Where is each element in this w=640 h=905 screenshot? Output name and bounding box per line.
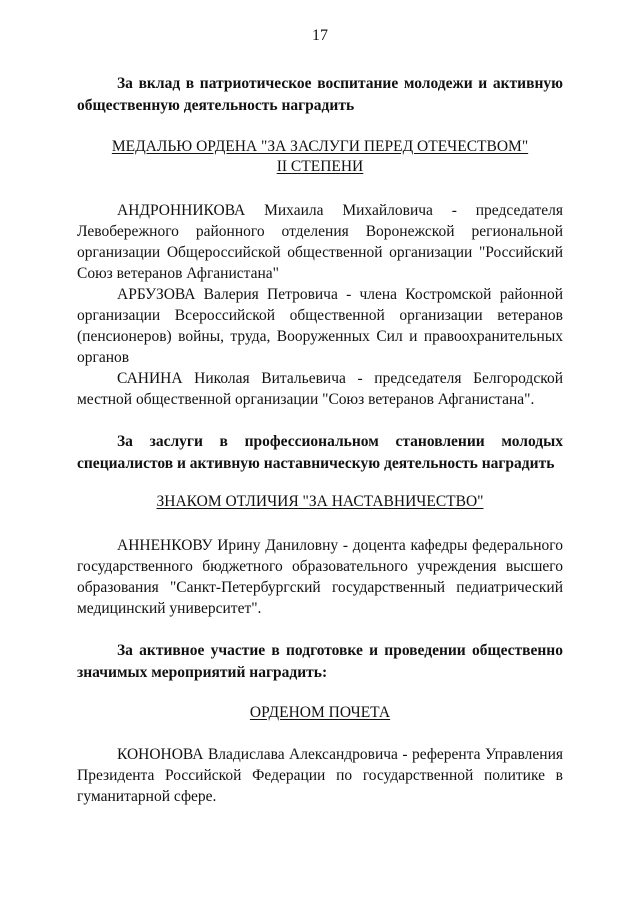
award-title-line: ЗНАКОМ ОТЛИЧИЯ "ЗА НАСТАВНИЧЕСТВО" (156, 493, 484, 510)
preamble-patriotic: За вклад в патриотическое воспитание молодежи и активную общественную деятельность наградить (77, 75, 563, 114)
preamble-public-events: За активное участие в подготовке и проведении общественно значимых мероприятий наградить: (77, 642, 563, 681)
award-title-mentorship-badge (77, 492, 563, 512)
award-title-line: II СТЕПЕНИ (276, 158, 364, 175)
recipient-kononov: КОНОНОВА Владислава Александровича - референта Управления Президента Российской Федерации по государственной политике в гуманитарной сфере. (77, 746, 563, 805)
award-title-line: МЕДАЛЬЮ ОРДЕНА "ЗА ЗАСЛУГИ ПЕРЕД ОТЕЧЕСТВОМ" (111, 138, 529, 155)
recipient-sanin: САНИНА Николая Витальевича - председателя Белгородской местной общественной организации "Союз ветеранов Афганистана". (77, 370, 563, 408)
award-title-order-of-honour (77, 703, 563, 723)
award-title-medal-fatherland (77, 137, 563, 177)
preamble-mentorship: За заслуги в профессиональном становлении молодых специалистов и активную наставническую деятельность наградить (77, 433, 563, 472)
award-title-line: ОРДЕНОМ ПОЧЕТА (249, 704, 391, 721)
recipient-annenkova: АННЕНКОВУ Ирину Даниловну - доцента кафедры федерального государственного бюджетного образовательного учреждения высшего образования "Санкт-Петербургский государственный педиатрический медицинский университет". (77, 537, 563, 617)
recipient-andronnikov: АНДРОННИКОВА Михаила Михайловича - председателя Левобережного районного отделения Воронежской региональной организации Общероссийской общественной организации "Российский Союз ветеранов Афганистана" (77, 202, 563, 282)
page-number: 17 (312, 27, 328, 44)
recipient-arbuzov: АРБУЗОВА Валерия Петровича - члена Костромской районной организации Всероссийской общественной организации ветеранов (пенсионеров) войны, труда, Вооруженных Сил и правоохранительных органов (77, 286, 563, 366)
